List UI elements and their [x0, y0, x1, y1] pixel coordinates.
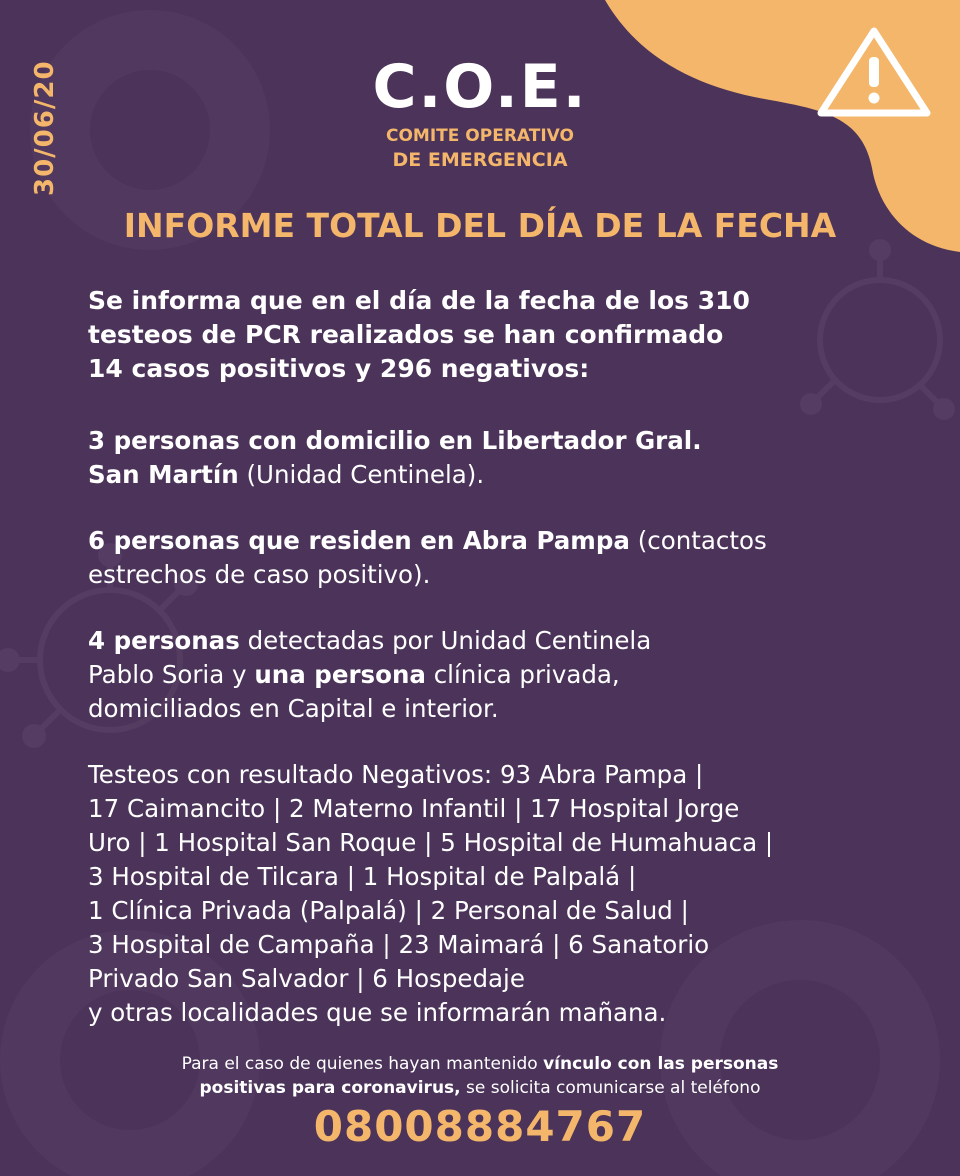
- phone-number: 08008884767: [313, 1102, 647, 1151]
- paragraph-line: domiciliados en Capital e interior.: [88, 694, 499, 723]
- paragraph-line: [88, 624, 938, 658]
- negatives-line: 3 Hospital de Campaña | 23 Maimará | 6 Sanatorio: [88, 930, 710, 959]
- negatives-paragraph: [88, 758, 938, 1030]
- regular-text: (contactos: [629, 526, 767, 555]
- regular-text: Pablo Soria y: [88, 660, 255, 689]
- paragraph-line: 3 personas con domicilio en Libertador Gral.: [88, 426, 702, 455]
- logo-title: C.O.E.: [372, 52, 588, 122]
- intro-line: Se informa que en el día de la fecha de los 310: [88, 286, 750, 315]
- negatives-line: 3 Hospital de Tilcara | 1 Hospital de Palpalá |: [88, 862, 637, 891]
- date-label: 30/06/20: [30, 60, 60, 196]
- regular-text: (Unidad Centinela).: [238, 460, 485, 489]
- bold-text: San Martín: [88, 460, 239, 489]
- logo-subtitle-line1: COMITE OPERATIVO: [386, 126, 574, 146]
- regular-text: detectadas por Unidad Centinela: [239, 626, 652, 655]
- logo-subtitle-line2: DE EMERGENCIA: [392, 149, 568, 171]
- intro-line: 14 casos positivos y 296 negativos:: [88, 354, 590, 383]
- paragraph-line: [88, 458, 938, 492]
- regular-text: se solicita comunicarse al teléfono: [460, 1078, 761, 1098]
- negatives-line: 1 Clínica Privada (Palpalá) | 2 Personal de Salud |: [88, 896, 689, 925]
- paragraph-abra-pampa: [88, 524, 938, 592]
- negatives-line: Uro | 1 Hospital San Roque | 5 Hospital de Humahuaca |: [88, 828, 774, 857]
- report-title: INFORME TOTAL DEL DÍA DE LA FECHA: [123, 206, 837, 245]
- footer-line: [0, 1052, 960, 1076]
- bold-text: vínculo con las personas: [543, 1054, 779, 1074]
- paragraph-line: [88, 524, 938, 558]
- intro-paragraph: [88, 284, 938, 386]
- regular-text: Para el caso de quienes hayan mantenido: [181, 1054, 544, 1074]
- paragraph-line: estrechos de caso positivo).: [88, 560, 431, 589]
- paragraph-capital: [88, 624, 938, 726]
- paragraph-line: [88, 658, 938, 692]
- negatives-line: y otras localidades que se informarán mañana.: [88, 998, 667, 1027]
- bold-text: 4 personas: [88, 626, 240, 655]
- regular-text: clínica privada,: [425, 660, 620, 689]
- negatives-line: Testeos con resultado Negativos: 93 Abra Pampa |: [88, 760, 704, 789]
- intro-line: testeos de PCR realizados se han confirmado: [88, 320, 724, 349]
- bold-text: una persona: [254, 660, 426, 689]
- negatives-line: Privado San Salvador | 6 Hospedaje: [88, 964, 525, 993]
- negatives-line: 17 Caimancito | 2 Materno Infantil | 17 Hospital Jorge: [88, 794, 740, 823]
- footer-line: [0, 1076, 960, 1100]
- paragraph-san-martin: [88, 424, 938, 492]
- bold-text: positivas para coronavirus,: [199, 1078, 461, 1098]
- bold-text: 6 personas que residen en Abra Pampa: [88, 526, 630, 555]
